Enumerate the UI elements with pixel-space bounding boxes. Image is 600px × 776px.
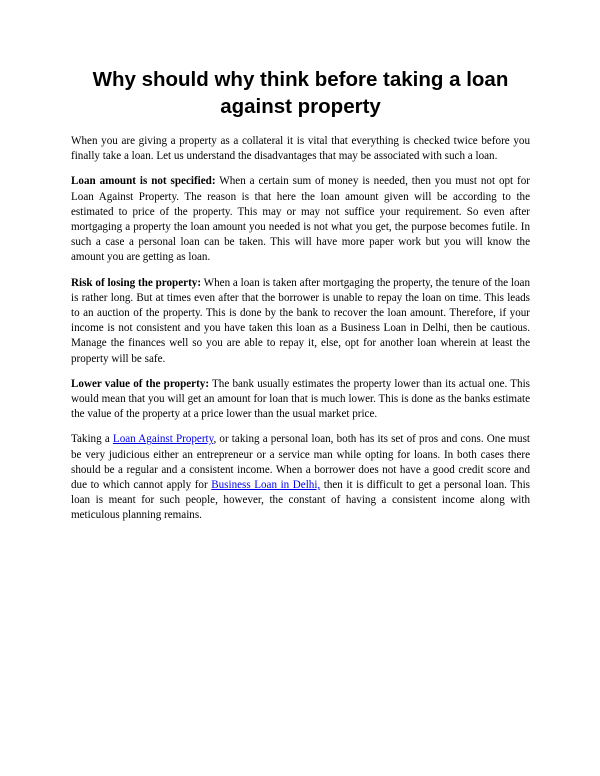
closing-paragraph [71,432,530,523]
section-body: When a loan is taken after mortgaging the property, the tenure of the loan is rather long. But at times even after that the borrower is unable to repay the loan on time. This leads to an auction of the property. This is done by the bank to recover the loan amount. Therefore, if your income is not consistent and you have taken this loan as a Business Loan in Delhi, then be cautious. Manage the finances well so you are able to repay it, else, opt for another loan wherein at least the property will be safe. [71,276,530,365]
section-heading: Risk of losing the property: [71,276,202,289]
closing-text: , or taking a personal loan, both has its set of pros and cons. One must be very judicious either an entrepreneur or a service man while opting for loans. In both cases there should be a regular and a consistent income. When a borrower does not have a good credit score and due to which cannot apply for [71,433,530,492]
section-body: When a certain sum of money is needed, then you must not opt for Loan Against Property. The reason is that here the loan amount given will be according to the estimated to price of the property. This may or may not suffice your requirement. So even after mortgaging a property the loan amount you needed is not what you get, the purpose becomes futile. In such a case a personal loan can be taken. This will have more paper work but you will know the amount you are getting as loan. [71,175,530,264]
loan-against-property-link[interactable]: Loan Against Property [112,433,214,446]
document-page [71,66,530,534]
closing-text: then it is difficult to get a personal loan. This loan is meant for such people, however, the constant of having a consistent income along with meticulous planning remains. [71,479,530,522]
page-title: Why should why think before taking a loan against property [92,68,509,118]
closing-text: Taking a [71,433,113,446]
section-risk-losing-property [71,276,530,367]
section-heading: Lower value of the property: [71,377,210,390]
section-loan-amount [71,174,530,265]
business-loan-delhi-link[interactable]: Business Loan in Delhi, [211,479,321,492]
intro-paragraph: When you are giving a property as a collateral it is vital that everything is checked twice before you finally take a loan. Let us understand the disadvantages that may be associated with such a loan. [71,135,530,163]
section-lower-value [71,377,530,423]
section-heading: Loan amount is not specified: [71,175,216,188]
section-body: The bank usually estimates the property lower than its actual one. This would mean that you will get an amount for loan that is much lower. This is done as the banks estimate the value of the property at a price lower than the usual market price. [71,377,530,421]
